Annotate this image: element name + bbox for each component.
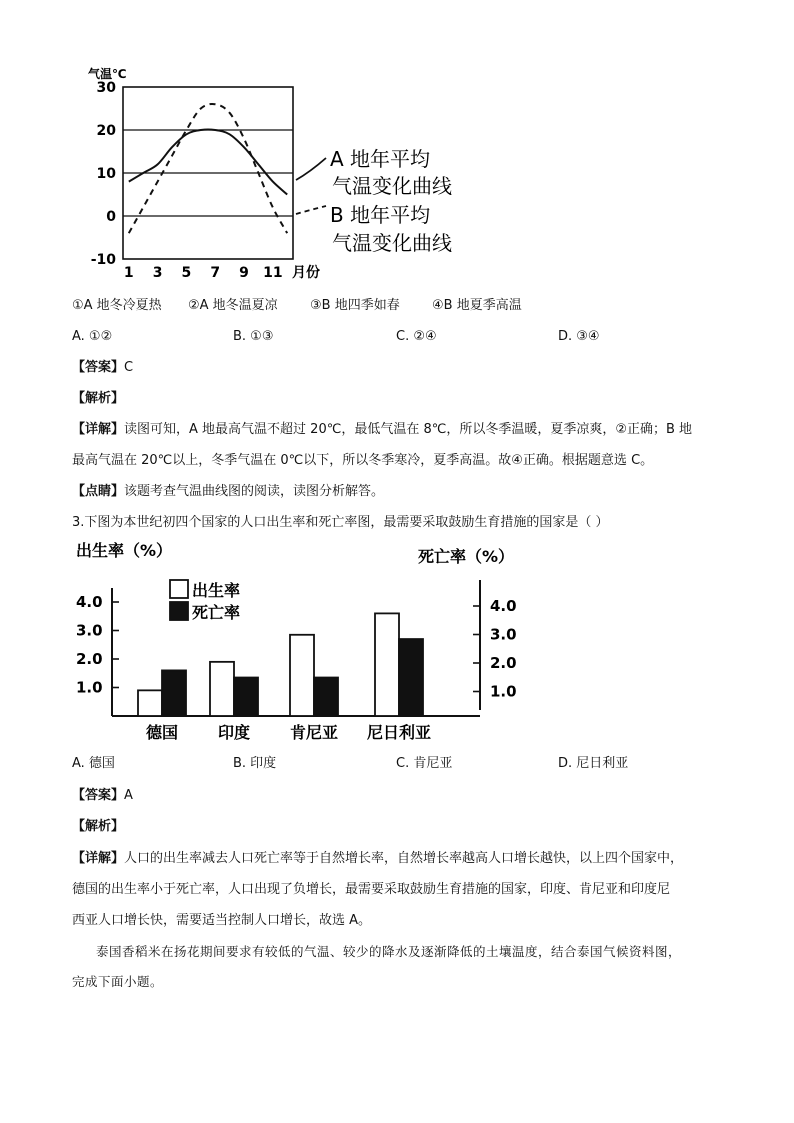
category-label: 尼日利亚: [366, 723, 432, 742]
q2-answer: [72, 358, 133, 378]
statement-2: ②A 地冬温夏凉: [188, 298, 278, 313]
intro-line1: 泰国香稻米在扬花期间要求有较低的气温、较少的降水及逐渐降低的土壤温度，结合泰国气候资料图，: [96, 944, 682, 959]
left-tick-label: 4.0: [76, 593, 103, 611]
q3-option-a[interactable]: A. 德国: [72, 756, 115, 771]
answer-tag: 【答案】: [72, 788, 125, 803]
bar-birth-rate: [290, 635, 314, 716]
chart1-ylabel: 气温℃: [88, 67, 127, 81]
bar-birth-rate: [138, 690, 162, 716]
legend-b-line2: 气温变化曲线: [332, 231, 452, 255]
temperature-chart: [78, 62, 508, 284]
chart2-ylabel-left: 出生率（%）: [76, 541, 173, 560]
left-tick-label: 1.0: [76, 678, 103, 697]
right-tick-label: 1.0: [490, 682, 517, 701]
q3-detail-line2: 德国的出生率小于死亡率，人口出现了负增长，最需要采取鼓励生育措施的国家，印度、肯尼亚和印度尼: [72, 882, 671, 897]
q2-detail-line2: 最高气温在 20℃以上，冬季气温在 0℃以下，所以冬季寒冷，夏季高温。故④正确。根据题意选 C。: [72, 453, 654, 468]
detail-text: 读图可知，A 地最高气温不超过 20℃，最低气温在 8℃，所以冬季温暖，夏季凉爽，②正确；B 地: [124, 422, 693, 437]
bar-death-rate: [234, 678, 258, 716]
legend-a-line2: 气温变化曲线: [332, 174, 452, 198]
q3-option-c[interactable]: C. 肯尼亚: [396, 756, 453, 771]
comment-text: 该题考查气温曲线图的阅读，读图分析解答。: [124, 484, 385, 499]
q2-comment: [72, 482, 384, 502]
answer-tag: 【答案】: [72, 360, 125, 375]
answer-value: A: [124, 788, 133, 803]
detail-text: 人口的出生率减去人口死亡率等于自然增长率，自然增长率越高人口增长越快，以上四个国家中，: [124, 851, 684, 866]
right-tick-label: 4.0: [490, 597, 517, 615]
bar-death-rate: [314, 678, 338, 716]
left-tick-label: 2.0: [76, 650, 103, 668]
x-tick-label: 11: [263, 265, 283, 281]
birth-death-rate-chart: [72, 538, 532, 746]
right-tick-label: 3.0: [490, 625, 517, 644]
x-tick-label: 3: [152, 265, 163, 281]
q2-analysis-tag: 【解析】: [72, 391, 125, 406]
chart1-xlabel: 月份: [292, 265, 320, 281]
category-label: 印度: [217, 723, 251, 742]
left-tick-label: 3.0: [76, 621, 103, 640]
legend-birth-label: 出生率: [192, 581, 241, 600]
q2-option-c[interactable]: C. ②④: [396, 329, 437, 344]
q3-option-d[interactable]: D. 尼日利亚: [558, 756, 629, 771]
legend-death-swatch: [170, 602, 188, 620]
statement-4: ④B 地夏季高温: [432, 298, 522, 313]
q3-option-b[interactable]: B. 印度: [233, 756, 277, 771]
right-tick-label: 2.0: [490, 654, 517, 672]
statement-3: ③B 地四季如春: [310, 298, 400, 313]
chart2-ylabel-right: 死亡率（%）: [418, 547, 515, 566]
y-tick-label: 20: [96, 123, 116, 139]
legend-a-leader: [296, 158, 326, 180]
q3-detail-line1: [72, 849, 683, 869]
legend-birth-swatch: [170, 580, 188, 598]
legend-death-label: 死亡率: [192, 603, 241, 622]
q2-option-b[interactable]: B. ①③: [233, 329, 274, 344]
x-tick-label: 1: [123, 265, 134, 281]
bar-death-rate: [162, 670, 186, 716]
q3-analysis-tag: 【解析】: [72, 819, 125, 834]
y-tick-label: 10: [96, 166, 116, 182]
detail-tag: 【详解】: [72, 851, 125, 866]
bar-birth-rate: [375, 613, 399, 716]
intro-line2: 完成下面小题。: [72, 974, 164, 989]
y-tick-label: 0: [106, 209, 116, 225]
category-label: 肯尼亚: [289, 723, 339, 742]
q3-question: 3.下图为本世纪初四个国家的人口出生率和死亡率图，最需要采取鼓励生育措施的国家是（ ）: [72, 515, 609, 530]
x-tick-label: 9: [239, 265, 249, 281]
y-tick-label: 30: [96, 80, 116, 96]
x-tick-label: 5: [181, 265, 192, 281]
detail-tag: 【详解】: [72, 422, 125, 437]
category-label: 德国: [145, 723, 179, 742]
statement-1: ①A 地冬冷夏热: [72, 298, 162, 313]
legend-a-line1: A 地年平均: [330, 147, 431, 171]
answer-value: C: [124, 360, 134, 375]
bar-birth-rate: [210, 662, 234, 716]
q2-detail-line1: [72, 420, 692, 440]
x-tick-label: 7: [210, 265, 221, 281]
legend-b-leader: [296, 206, 326, 214]
q3-answer: [72, 786, 133, 806]
legend-b-line1: B 地年平均: [330, 203, 431, 227]
comment-tag: 【点睛】: [72, 484, 125, 499]
q3-detail-line3: 西亚人口增长快，需要适当控制人口增长，故选 A。: [72, 913, 372, 928]
q2-option-d[interactable]: D. ③④: [558, 329, 600, 344]
bar-death-rate: [399, 639, 423, 716]
q2-option-a[interactable]: A. ①②: [72, 329, 113, 344]
y-tick-label: -10: [90, 252, 116, 268]
